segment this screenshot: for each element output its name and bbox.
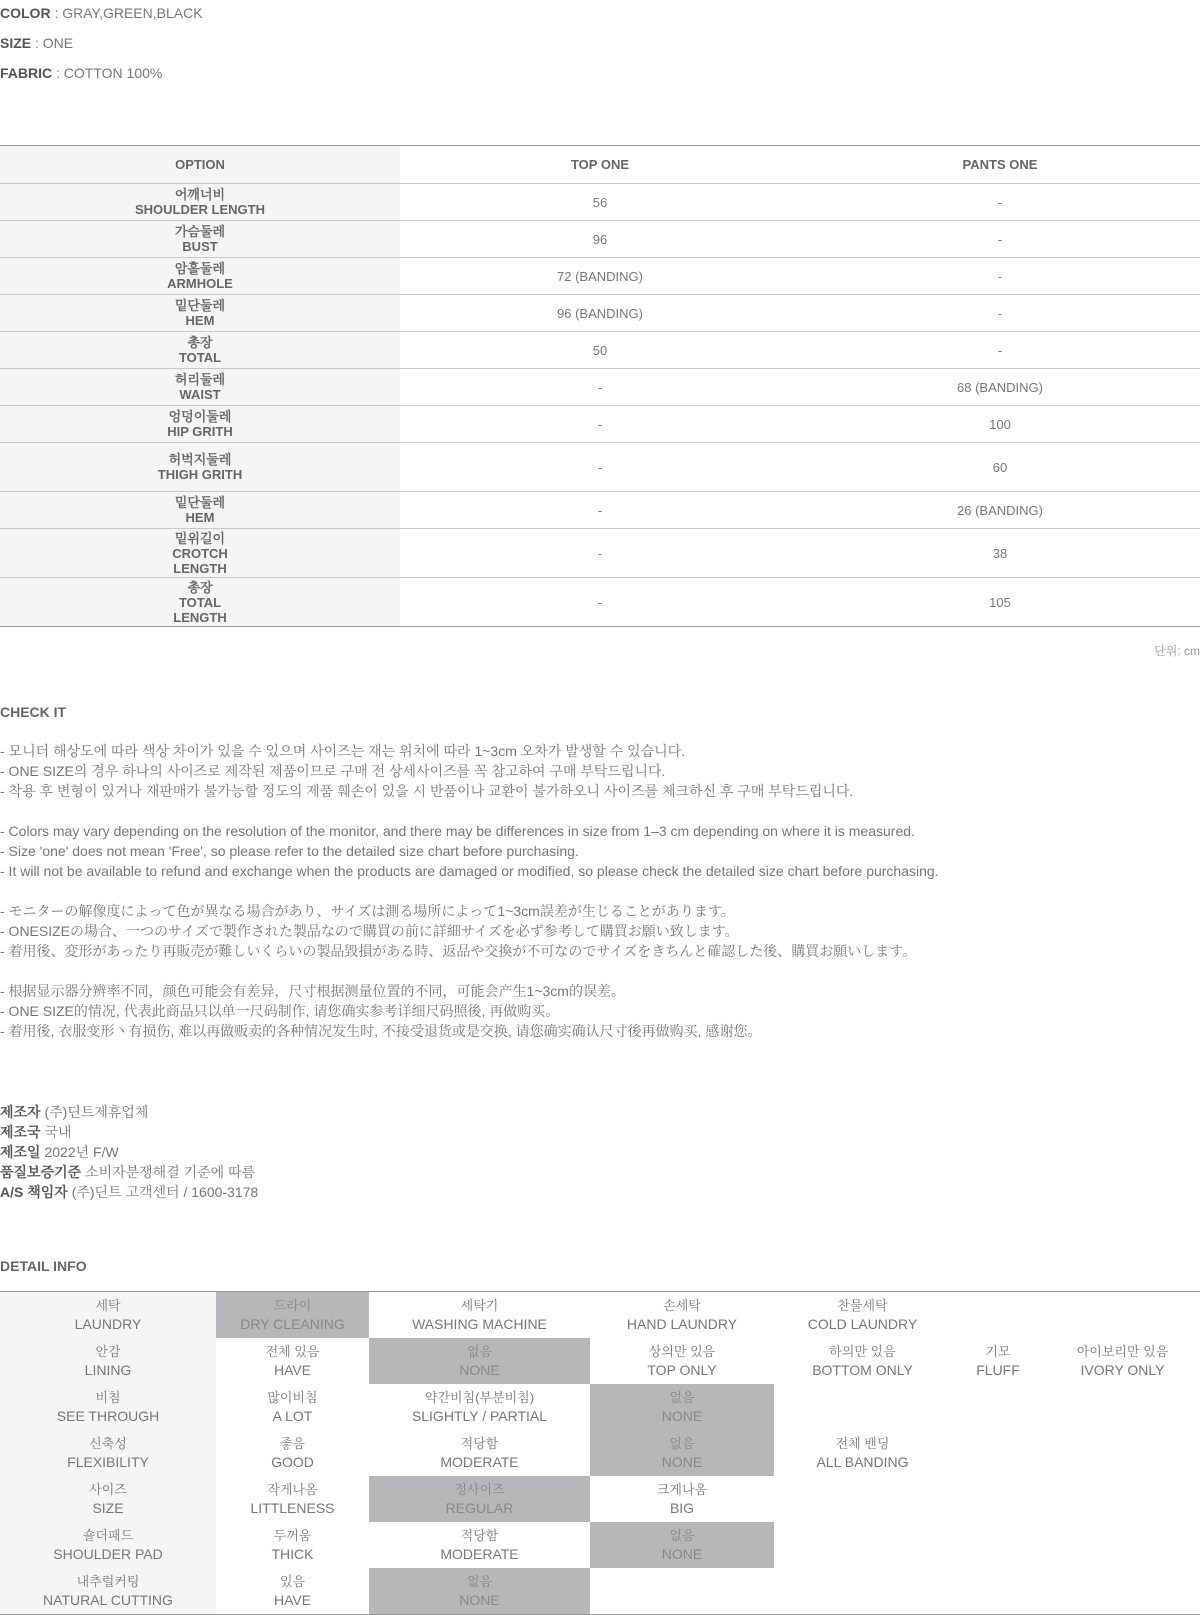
detail-option bbox=[216, 1522, 369, 1568]
detail-en: SIZE bbox=[92, 1500, 124, 1516]
note-line: - It will not be available to refund and exchange when the products are damaged or modified, so please check the detailed size chart before purchasing. bbox=[0, 863, 939, 879]
spec-size-key: SIZE bbox=[0, 35, 32, 51]
manufacturer-value: (주)딘트제휴업체 bbox=[40, 1104, 149, 1120]
detail-en: NONE bbox=[661, 1546, 703, 1562]
detail-en: BOTTOM ONLY bbox=[812, 1362, 913, 1378]
detail-option bbox=[951, 1430, 1045, 1476]
option-en: ARMHOLE bbox=[167, 276, 233, 291]
detail-en: WASHING MACHINE bbox=[412, 1316, 547, 1332]
option-ko: 엉덩이둘레 bbox=[168, 409, 232, 424]
top-one-value: - bbox=[400, 492, 800, 529]
manufacturer-value: (주)딘트 고객센터 / 1600-3178 bbox=[67, 1184, 259, 1200]
pants-one-value: 100 bbox=[800, 406, 1200, 443]
detail-ko: 세탁기 bbox=[460, 1298, 499, 1313]
detail-en: HAND LAUNDRY bbox=[626, 1316, 738, 1332]
detail-en: IVORY ONLY bbox=[1080, 1362, 1165, 1378]
detail-en: LINING bbox=[84, 1362, 132, 1378]
detail-ko: 두꺼움 bbox=[273, 1528, 312, 1543]
size-table-row bbox=[0, 529, 1200, 578]
detail-en: MODERATE bbox=[440, 1546, 519, 1562]
option-ko: 가슴둘레 bbox=[174, 224, 226, 239]
detail-option bbox=[590, 1384, 774, 1430]
top-one-value: - bbox=[400, 369, 800, 406]
detail-option bbox=[1045, 1292, 1200, 1339]
detail-option bbox=[590, 1430, 774, 1476]
detail-category bbox=[0, 1430, 216, 1476]
note-line: - 착용 후 변형이 있거나 재판매가 불가능할 정도의 제품 훼손이 있을 시 반품이나 교환이 불가하오니 사이즈를 체크하신 후 구매 부탁드립니다. bbox=[0, 783, 854, 799]
manufacturer-key: 품질보증기준 bbox=[0, 1164, 82, 1180]
detail-ko: 없음 bbox=[669, 1528, 695, 1543]
size-table-row bbox=[0, 369, 1200, 406]
detail-en: THICK bbox=[271, 1546, 314, 1562]
manufacturer-row bbox=[0, 1182, 258, 1202]
pants-one-value: - bbox=[800, 295, 1200, 332]
size-table-row bbox=[0, 258, 1200, 295]
detail-ko: 없음 bbox=[466, 1344, 493, 1359]
spec-color-value: : GRAY,GREEN,BLACK bbox=[50, 5, 203, 21]
manufacturer-key: A/S 책임자 bbox=[0, 1184, 68, 1200]
top-one-value: - bbox=[400, 443, 800, 492]
detail-en: ALL BANDING bbox=[816, 1454, 909, 1470]
detail-en: SHOULDER PAD bbox=[53, 1546, 163, 1562]
size-table-row bbox=[0, 578, 1200, 627]
note-paragraph bbox=[0, 741, 1200, 801]
pants-one-value: 38 bbox=[800, 529, 1200, 578]
detail-ko: 신축성 bbox=[89, 1436, 127, 1451]
detail-ko: 적당함 bbox=[460, 1528, 499, 1543]
detail-en: HAVE bbox=[273, 1362, 312, 1378]
option-ko: 허리둘레 bbox=[174, 372, 226, 387]
option-ko: 암홀둘레 bbox=[174, 261, 226, 276]
detail-option bbox=[1045, 1384, 1200, 1430]
detail-en: NATURAL CUTTING bbox=[43, 1592, 173, 1608]
size-table-row bbox=[0, 406, 1200, 443]
manufacturer-row bbox=[0, 1122, 258, 1142]
detail-option bbox=[216, 1568, 369, 1615]
detail-ko: 손세탁 bbox=[663, 1298, 701, 1313]
size-table-row bbox=[0, 492, 1200, 529]
header-top-one: TOP ONE bbox=[400, 146, 800, 184]
detail-en: DRY CLEANING bbox=[240, 1316, 345, 1332]
detail-option bbox=[216, 1384, 369, 1430]
option-cell bbox=[0, 295, 400, 332]
size-table-header bbox=[0, 146, 1200, 184]
detail-option bbox=[216, 1476, 369, 1522]
detail-ko: 없음 bbox=[466, 1574, 493, 1589]
detail-option bbox=[1045, 1476, 1200, 1522]
detail-ko: 크게나옴 bbox=[656, 1482, 708, 1497]
spec-fabric bbox=[0, 64, 162, 82]
option-en: WAIST bbox=[179, 387, 221, 402]
detail-ko: 좋음 bbox=[279, 1436, 306, 1451]
spec-size bbox=[0, 34, 73, 52]
option-cell bbox=[0, 258, 400, 295]
detail-option bbox=[1045, 1522, 1200, 1568]
detail-option bbox=[590, 1522, 774, 1568]
detail-category bbox=[0, 1568, 216, 1615]
top-one-value: 96 bbox=[400, 221, 800, 258]
detail-option bbox=[774, 1338, 951, 1384]
spec-fabric-value: : COTTON 100% bbox=[52, 65, 163, 81]
detail-ko: 사이즈 bbox=[89, 1482, 127, 1497]
header-pants-one: PANTS ONE bbox=[800, 146, 1200, 184]
detail-ko: 없음 bbox=[669, 1390, 695, 1405]
detail-option bbox=[951, 1384, 1045, 1430]
detail-ko: 드라이 bbox=[273, 1298, 312, 1313]
detail-ko: 약간비침(부분비침) bbox=[424, 1390, 535, 1405]
detail-ko: 작게나옴 bbox=[267, 1482, 318, 1497]
detail-option bbox=[369, 1430, 590, 1476]
detail-option bbox=[590, 1568, 774, 1615]
size-table-row bbox=[0, 295, 1200, 332]
manufacturer-row bbox=[0, 1162, 258, 1182]
detail-option bbox=[216, 1338, 369, 1384]
detail-row bbox=[0, 1568, 1200, 1615]
detail-ko: 비침 bbox=[95, 1390, 121, 1405]
option-en: SHOULDER LENGTH bbox=[135, 202, 265, 217]
note-line: - Colors may vary depending on the resolution of the monitor, and there may be differences in size from 1–3 cm depending on where it is measured. bbox=[0, 823, 915, 839]
header-option: OPTION bbox=[0, 146, 400, 184]
spec-size-value: : ONE bbox=[31, 35, 74, 51]
unit-label: 단위: cm bbox=[1154, 644, 1200, 658]
size-table-row bbox=[0, 184, 1200, 221]
manufacturer-value: 국내 bbox=[40, 1124, 72, 1140]
pants-one-value: - bbox=[800, 184, 1200, 221]
detail-category bbox=[0, 1384, 216, 1430]
option-cell bbox=[0, 406, 400, 443]
option-cell bbox=[0, 184, 400, 221]
pants-one-value: 105 bbox=[800, 578, 1200, 627]
manufacturer-key: 제조자 bbox=[0, 1104, 41, 1120]
detail-info-title: DETAIL INFO bbox=[0, 1258, 87, 1274]
option-ko: 총장 bbox=[187, 579, 213, 595]
detail-category bbox=[0, 1476, 216, 1522]
detail-option bbox=[774, 1430, 951, 1476]
option-en: TOTAL LENGTH bbox=[173, 594, 227, 625]
note-line: - 着用後、変形があったり再販売が難しいくらいの製品毀損がある時、返品や交換が不可なのでサイズをきちんと確認した後、購買お願いします。 bbox=[0, 943, 917, 959]
detail-option bbox=[774, 1522, 951, 1568]
manufacturer-value: 2022년 F/W bbox=[40, 1144, 119, 1160]
detail-category bbox=[0, 1292, 216, 1339]
spec-color-key: COLOR bbox=[0, 5, 51, 21]
note-line: - ONE SIZE의 경우 하나의 사이즈로 제작된 제품이므로 구매 전 상세사이즈를 꼭 참고하여 구매 부탁드립니다. bbox=[0, 763, 666, 779]
detail-en: GOOD bbox=[271, 1454, 314, 1470]
detail-option bbox=[369, 1292, 590, 1339]
note-line: - 모니터 해상도에 따라 색상 차이가 있을 수 있으며 사이즈는 재는 위치에 따라 1~3cm 오차가 발생할 수 있습니다. bbox=[0, 743, 686, 759]
detail-option bbox=[369, 1522, 590, 1568]
manufacturer-value: 소비자분쟁해결 기준에 따름 bbox=[81, 1164, 256, 1180]
pants-one-value: 26 (BANDING) bbox=[800, 492, 1200, 529]
detail-option bbox=[369, 1568, 590, 1615]
detail-option bbox=[369, 1338, 590, 1384]
size-table-row bbox=[0, 221, 1200, 258]
option-ko: 어깨너비 bbox=[174, 187, 226, 202]
option-cell bbox=[0, 369, 400, 406]
detail-option bbox=[951, 1522, 1045, 1568]
detail-en: A LOT bbox=[272, 1408, 313, 1424]
size-table-row bbox=[0, 332, 1200, 369]
detail-ko: 없음 bbox=[669, 1436, 695, 1451]
option-cell bbox=[0, 332, 400, 369]
note-line: - モニターの解像度によって色が異なる場合があり、サイズは測る場所によって1~3cm誤差が生じることがあります。 bbox=[0, 903, 735, 919]
detail-en: TOP ONLY bbox=[647, 1362, 717, 1378]
note-paragraph bbox=[0, 901, 1200, 961]
detail-row bbox=[0, 1430, 1200, 1476]
detail-ko: 내추럴커팅 bbox=[76, 1574, 140, 1589]
detail-option bbox=[1045, 1568, 1200, 1615]
pants-one-value: - bbox=[800, 332, 1200, 369]
detail-ko: 적당함 bbox=[460, 1436, 499, 1451]
top-one-value: - bbox=[400, 578, 800, 627]
pants-one-value: 60 bbox=[800, 443, 1200, 492]
manufacturer-info bbox=[0, 1102, 258, 1202]
detail-option bbox=[774, 1568, 951, 1615]
option-en: CROTCH LENGTH bbox=[172, 545, 228, 576]
detail-option bbox=[369, 1384, 590, 1430]
detail-ko: 전체 있음 bbox=[265, 1344, 320, 1359]
detail-option bbox=[1045, 1430, 1200, 1476]
note-paragraph bbox=[0, 981, 1200, 1041]
top-one-value: 96 (BANDING) bbox=[400, 295, 800, 332]
detail-category bbox=[0, 1338, 216, 1384]
top-one-value: - bbox=[400, 406, 800, 443]
detail-ko: 아이보리만 있음 bbox=[1076, 1344, 1169, 1359]
detail-ko: 세탁 bbox=[95, 1298, 121, 1313]
check-it-title: CHECK IT bbox=[0, 704, 67, 720]
detail-en: NONE bbox=[459, 1592, 500, 1608]
detail-en: BIG bbox=[669, 1500, 695, 1516]
detail-ko: 안감 bbox=[95, 1344, 121, 1359]
detail-option bbox=[774, 1384, 951, 1430]
detail-option bbox=[951, 1338, 1045, 1384]
detail-row bbox=[0, 1292, 1200, 1339]
detail-option bbox=[216, 1292, 369, 1339]
top-one-value: - bbox=[400, 529, 800, 578]
note-line: - 根据显示器分辨率不同，颜色可能会有差异，尺寸根据测量位置的不同，可能会产生1~3cm的误差。 bbox=[0, 983, 625, 999]
option-en: TOTAL bbox=[178, 350, 222, 365]
option-ko: 밑단둘레 bbox=[174, 495, 226, 510]
spec-color bbox=[0, 4, 203, 22]
detail-option bbox=[951, 1568, 1045, 1615]
detail-option bbox=[951, 1292, 1045, 1339]
option-cell bbox=[0, 529, 400, 578]
detail-ko: 전체 밴딩 bbox=[835, 1436, 890, 1451]
detail-en: REGULAR bbox=[445, 1500, 514, 1516]
option-ko: 밑단둘레 bbox=[174, 298, 226, 313]
detail-en: NONE bbox=[661, 1454, 703, 1470]
note-line: - 着用後, 衣服变形丶有损伤, 难以再做贩卖的各种情况发生时, 不接受退货或是交换, 请您确实确认尺寸後再做购买, 感谢您。 bbox=[0, 1023, 762, 1039]
pants-one-value: - bbox=[800, 258, 1200, 295]
note-line: - ONESIZEの場合、一つのサイズで製作された製品なので購買の前に詳細サイズを必ず参考して購買お願い致します。 bbox=[0, 923, 739, 939]
detail-option bbox=[774, 1476, 951, 1522]
manufacturer-key: 제조국 bbox=[0, 1124, 41, 1140]
manufacturer-row bbox=[0, 1102, 258, 1122]
pants-one-value: - bbox=[800, 221, 1200, 258]
option-cell bbox=[0, 221, 400, 258]
option-ko: 밑위길이 bbox=[174, 530, 226, 546]
detail-option bbox=[1045, 1338, 1200, 1384]
detail-ko: 있음 bbox=[279, 1574, 306, 1589]
option-en: HEM bbox=[185, 510, 215, 525]
option-cell bbox=[0, 443, 400, 492]
detail-en: LITTLENESS bbox=[250, 1500, 335, 1516]
option-en: BUST bbox=[182, 239, 218, 254]
detail-en: NONE bbox=[661, 1408, 703, 1424]
detail-row bbox=[0, 1522, 1200, 1568]
detail-ko: 많이비침 bbox=[267, 1390, 318, 1405]
detail-en: LAUNDRY bbox=[74, 1316, 142, 1332]
top-one-value: 56 bbox=[400, 184, 800, 221]
detail-option bbox=[590, 1292, 774, 1339]
detail-option bbox=[590, 1338, 774, 1384]
manufacturer-row bbox=[0, 1142, 258, 1162]
note-line: - Size 'one' does not mean 'Free', so please refer to the detailed size chart before purchasing. bbox=[0, 843, 579, 859]
detail-ko: 상의만 있음 bbox=[648, 1344, 716, 1359]
option-en: THIGH GRITH bbox=[157, 467, 243, 482]
detail-option bbox=[216, 1430, 369, 1476]
detail-en: MODERATE bbox=[440, 1454, 519, 1470]
detail-en: NONE bbox=[459, 1362, 500, 1378]
spec-fabric-key: FABRIC bbox=[0, 65, 53, 81]
option-en: HIP GRITH bbox=[167, 424, 233, 439]
detail-en: SEE THROUGH bbox=[56, 1408, 160, 1424]
manufacturer-key: 제조일 bbox=[0, 1144, 41, 1160]
size-table-row bbox=[0, 443, 1200, 492]
check-it-notes bbox=[0, 741, 1200, 1061]
size-table bbox=[0, 145, 1200, 627]
detail-row bbox=[0, 1384, 1200, 1430]
detail-ko: 숄더패드 bbox=[82, 1528, 134, 1543]
detail-option bbox=[369, 1476, 590, 1522]
top-one-value: 72 (BANDING) bbox=[400, 258, 800, 295]
detail-ko: 찬물세탁 bbox=[837, 1298, 888, 1313]
detail-category bbox=[0, 1522, 216, 1568]
detail-en: HAVE bbox=[273, 1592, 312, 1608]
detail-row bbox=[0, 1338, 1200, 1384]
detail-ko: 정사이즈 bbox=[454, 1482, 505, 1497]
option-ko: 허벅지둘레 bbox=[168, 452, 232, 467]
top-one-value: 50 bbox=[400, 332, 800, 369]
note-line: - ONE SIZE的情况, 代表此商品只以单一尺码制作, 请您确实参考详细尺码照後, 再做购买。 bbox=[0, 1003, 560, 1019]
option-cell bbox=[0, 492, 400, 529]
detail-info-table bbox=[0, 1291, 1200, 1615]
detail-option bbox=[774, 1292, 951, 1339]
detail-en: FLUFF bbox=[976, 1362, 1020, 1378]
option-ko: 총장 bbox=[187, 335, 213, 350]
detail-en: FLEXIBILITY bbox=[67, 1454, 149, 1470]
detail-en: COLD LAUNDRY bbox=[807, 1316, 918, 1332]
detail-option bbox=[951, 1476, 1045, 1522]
detail-ko: 하의만 있음 bbox=[829, 1344, 896, 1359]
detail-option bbox=[590, 1476, 774, 1522]
note-paragraph bbox=[0, 821, 1200, 881]
option-en: HEM bbox=[185, 313, 215, 328]
pants-one-value: 68 (BANDING) bbox=[800, 369, 1200, 406]
detail-ko: 기모 bbox=[985, 1344, 1011, 1359]
option-cell bbox=[0, 578, 400, 627]
detail-row bbox=[0, 1476, 1200, 1522]
detail-en: SLIGHTLY / PARTIAL bbox=[411, 1408, 548, 1424]
